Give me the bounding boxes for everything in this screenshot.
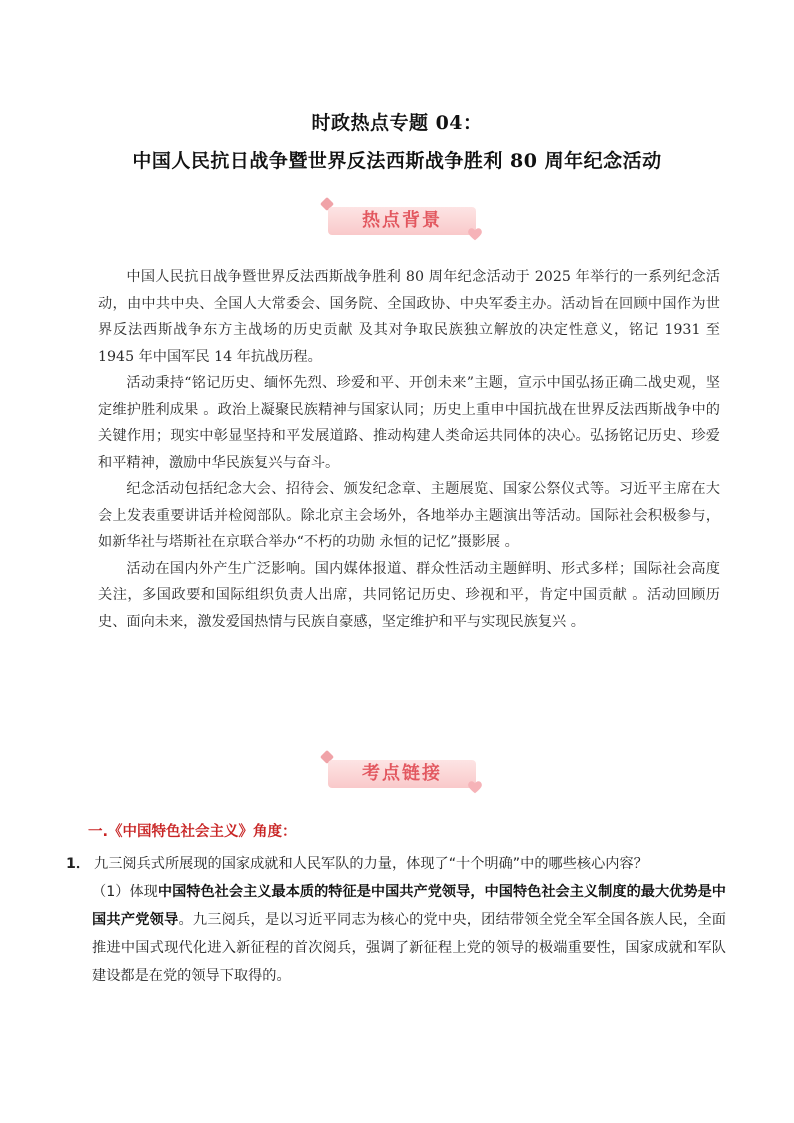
question-block bbox=[66, 850, 726, 990]
background-paragraph: 活动在国内外产生广泛影响。国内媒体报道、群众性活动主题鲜明、形式多样；国际社会高度关注，多国政要和国际组织负责人出席，共同铭记历史、珍视和平，肯定中国贡献 。活动回顾历史、面向未来，激发爱国热情与民族自豪感，坚定维护和平与实现民族复兴 。 bbox=[98, 560, 720, 630]
banner-label: 热点背景 bbox=[362, 210, 442, 231]
question-text: 九三阅兵式所展现的国家成就和人民军队的力量，体现了“十个明确”中的哪些核心内容？ bbox=[94, 856, 648, 872]
heart-icon bbox=[466, 225, 484, 243]
banner-label: 考点链接 bbox=[362, 763, 442, 784]
section-heading: 一.《中国特色社会主义》角度： bbox=[88, 824, 297, 840]
question bbox=[66, 850, 726, 878]
banner-links bbox=[322, 752, 480, 798]
answer-key-point: 中国特色社会主义最本质的特征是中国共产党领导，中国特色社会主义制度的最大优势是中国共产党领导 bbox=[92, 884, 726, 928]
page-title-line2: 中国人民抗日战争暨世界反法西斯战争胜利 80 周年纪念活动 bbox=[132, 150, 662, 172]
answer-prefix: （1）体现 bbox=[92, 884, 158, 900]
background-paragraph: 活动秉持“铭记历史、缅怀先烈、珍爱和平、开创未来”主题，宣示中国弘扬正确二战史观，坚定维护胜利成果 。政治上凝聚民族精神与国家认同；历史上重申中国抗战在世界反法西斯战争中的关键作用；现实中彰显坚持和平发展道路、推动构建人类命运共同体的决心。弘扬铭记历史、珍爱和平精神，激励中华民族复兴与奋斗。 bbox=[98, 375, 720, 471]
question-number: 1． bbox=[66, 856, 91, 872]
heart-icon bbox=[466, 778, 484, 796]
background-paragraph: 中国人民抗日战争暨世界反法西斯战争胜利 80 周年纪念活动于 2025 年举行的一系列纪念活动，由中共中央、全国人大常委会、国务院、全国政协、中央军委主办。活动旨在回顾中国作为世界反法西斯战争东方主战场的历史贡献 及其对争取民族独立解放的决定性意义，铭记 1931 至 1945 年中国军民 14 年抗战历程。 bbox=[98, 269, 720, 365]
answer-text bbox=[92, 878, 726, 990]
answer-rest: 。九三阅兵，是以习近平同志为核心的党中央，团结带领全党全军全国各族人民，全面推进中国式现代化进入新征程的首次阅兵，强调了新征程上党的领导的极端重要性，国家成就和军队建设都是在党的领导下取得的。 bbox=[92, 912, 726, 984]
background-paragraph: 纪念活动包括纪念大会、招待会、颁发纪念章、主题展览、国家公祭仪式等。习近平主席在大会上发表重要讲话并检阅部队。除北京主会场外，各地举办主题演出等活动。国际社会积极参与，如新华社与塔斯社在京联合举办“不朽的功勋 永恒的记忆”摄影展 。 bbox=[98, 481, 720, 550]
page-title-line1: 时政热点专题 04： bbox=[311, 112, 483, 134]
background-text bbox=[98, 264, 720, 635]
banner-background bbox=[322, 199, 480, 245]
